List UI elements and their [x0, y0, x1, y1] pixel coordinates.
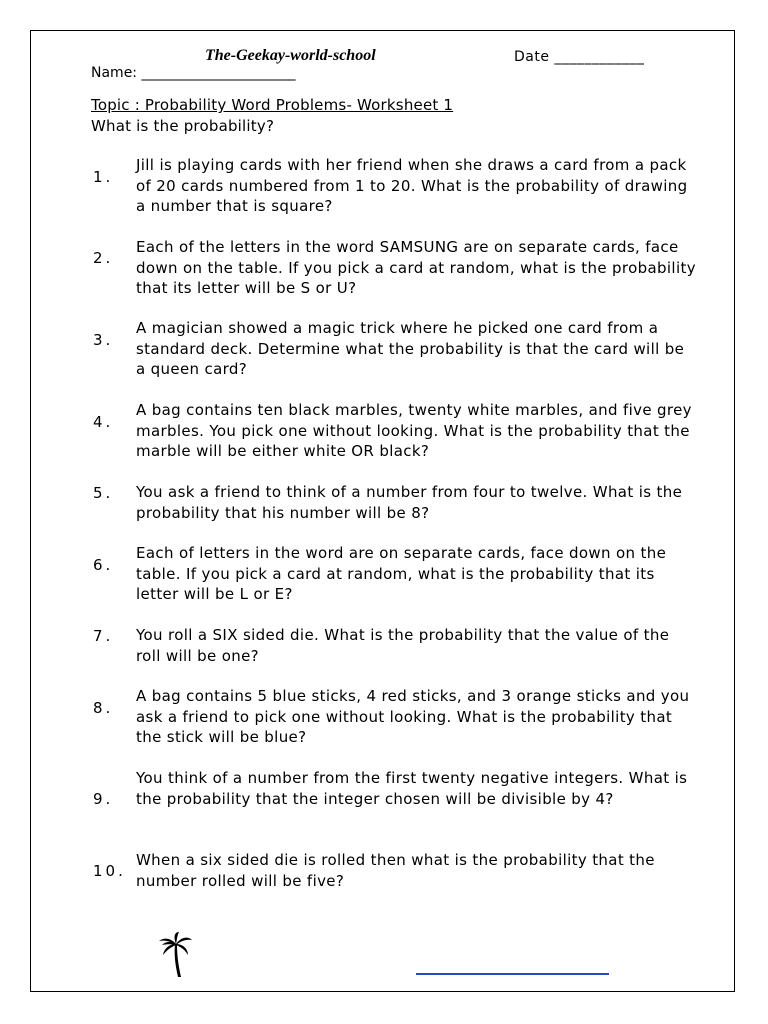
question-text: A magician showed a magic trick where he picked one card from a standard deck. Determine what the probability is that the card will be a queen card? [136, 319, 685, 378]
question-number: 2. [93, 249, 114, 267]
question-text: You roll a SIX sided die. What is the probability that the value of the roll will be one? [136, 626, 670, 665]
question-text: Jill is playing cards with her friend when she draws a card from a pack of 20 cards numbered from 1 to 20. What is the probability of drawing a number that is square? [136, 156, 688, 215]
date-field: Date ____________ [514, 49, 645, 65]
question-number: 8. [93, 699, 114, 717]
footer-link[interactable] [416, 973, 609, 975]
question-number: 7. [93, 627, 114, 645]
question-text: When a six sided die is rolled then what is the probability that the number rolled will be five? [136, 851, 655, 890]
question-number: 6. [93, 556, 114, 574]
palm-tree-icon [157, 932, 193, 980]
question-number: 10. [93, 862, 126, 880]
question-number: 3. [93, 331, 114, 349]
school-name: The-Geekay-world-school [205, 47, 376, 64]
question-text: A bag contains ten black marbles, twenty white marbles, and five grey marbles. You pick one without looking. What is the probability that the marble will be either white OR black? [136, 401, 692, 460]
question-text: Each of the letters in the word SAMSUNG are on separate cards, face down on the table. If you pick a card at random, what is the probability that its letter will be S or U? [136, 238, 696, 297]
worksheet-subtitle: What is the probability? [91, 117, 275, 135]
name-field: Name: ______________________ [91, 65, 296, 81]
worksheet-topic: Topic : Probability Word Problems- Worksheet 1 [91, 96, 454, 114]
question-number: 4. [93, 413, 114, 431]
question-number: 5. [93, 484, 114, 502]
question-number: 1. [93, 168, 114, 186]
question-text: You think of a number from the first twenty negative integers. What is the probability that the integer chosen will be divisible by 4? [136, 769, 688, 808]
question-text: A bag contains 5 blue sticks, 4 red sticks, and 3 orange sticks and you ask a friend to pick one without looking. What is the probability that the stick will be blue? [136, 687, 690, 746]
question-text: Each of letters in the word are on separate cards, face down on the table. If you pick a card at random, what is the probability that its letter will be L or E? [136, 544, 667, 603]
question-number: 9. [93, 790, 114, 808]
question-text: You ask a friend to think of a number from four to twelve. What is the probability that his number will be 8? [136, 483, 683, 522]
